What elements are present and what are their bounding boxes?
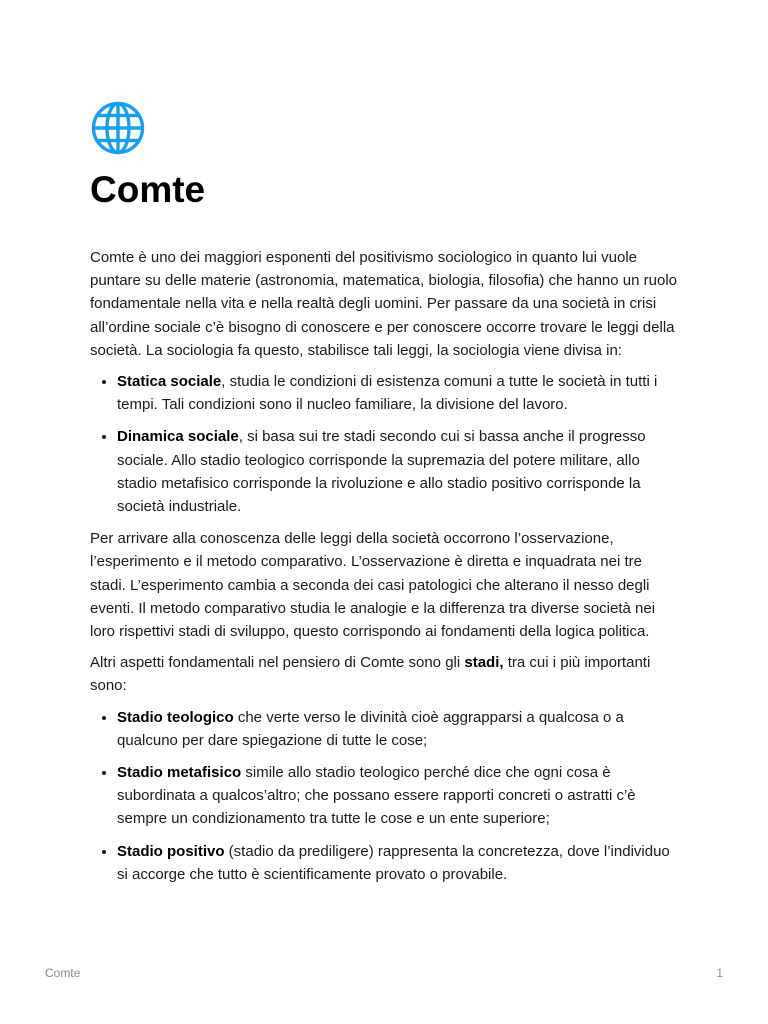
list-item-text: , si basa sui tre stadi secondo cui si bassa anche il progresso sociale. Allo stadio teologico corrisponde la supremazia del potere militare, allo stadio metafisico corrisponde la rivoluzione e allo stadio positivo corrisponde la società industriale. [117,428,646,516]
list-item-term: Statica sociale [117,373,222,391]
page-title: Comte [90,169,206,210]
method-paragraph: Per arrivare alla conoscenza delle leggi della società occorrono l’osservazione, l’esperimento e il metodo comparativo. L’osservazione è diretta e inquadrata nei tre stadi. L’esperimento cambia a seconda dei casi patologici che alterano il nesso degli eventi. Il metodo comparativo studia le analogie e la differenza tra diverse società nei loro rispettivi stadi di sviluppo, questo corrispondo ai fondamenti della logica politica. [90,530,656,641]
globe-icon [90,100,146,156]
stages-intro-text: Altri aspetti fondamentali nel pensiero di Comte sono gli [90,654,465,672]
list-item-text: simile allo stadio teologico perché dice che ogni cosa è subordinata a qualcos’altro; che possano essere rapporti concreti o astratti c’è sempre un condizionamento tra tutte le cose e un ente superiore; [117,764,636,828]
list-item-text: , studia le condizioni di esistenza comuni a tutte le società in tutti i tempi. Tali condizioni sono il nucleo familiare, la divisione del lavoro. [117,373,658,414]
list-item-term: Stadio metafisico [117,764,242,782]
list-item [117,761,678,831]
stages-intro-paragraph [90,651,678,697]
list-item [117,840,678,886]
list-item-text: (stadio da prediligere) rappresenta la concretezza, dove l’individuo si accorge che tutto è scientificamente provato o provabile. [117,842,670,883]
document-page [90,100,678,895]
list-item [117,370,678,416]
divisions-list [90,370,678,518]
footer-title: Comte [45,966,81,980]
list-item-term: Stadio positivo [117,842,225,860]
stages-intro-bold: stadi, [464,654,504,672]
intro-paragraph: Comte è uno dei maggiori esponenti del positivismo sociologico in quanto lui vuole puntare su delle materie (astronomia, matematica, biologia, filosofia) che hanno un ruolo fondamentale nella vita e nella realtà degli uomini. Per passare da una società in crisi all’ordine sociale c’è bisogno di conoscere e per conoscere occorre trovare le leggi della società. La sociologia fa questo, stabilisce tali leggi, la sociologia viene divisa in: [90,249,677,359]
list-item [117,425,678,518]
footer-page-number: 1 [716,966,723,980]
stages-intro-text-end: tra cui i più importanti sono: [90,654,651,695]
document-body [90,246,678,886]
list-item-text: che verte verso le divinità cioè aggrapparsi a qualcosa o a qualcuno per dare spiegazione di tutte le cose; [117,708,624,749]
list-item-term: Dinamica sociale [117,428,239,446]
list-item [117,706,678,752]
list-item-term: Stadio teologico [117,708,234,726]
stages-list [90,706,678,886]
